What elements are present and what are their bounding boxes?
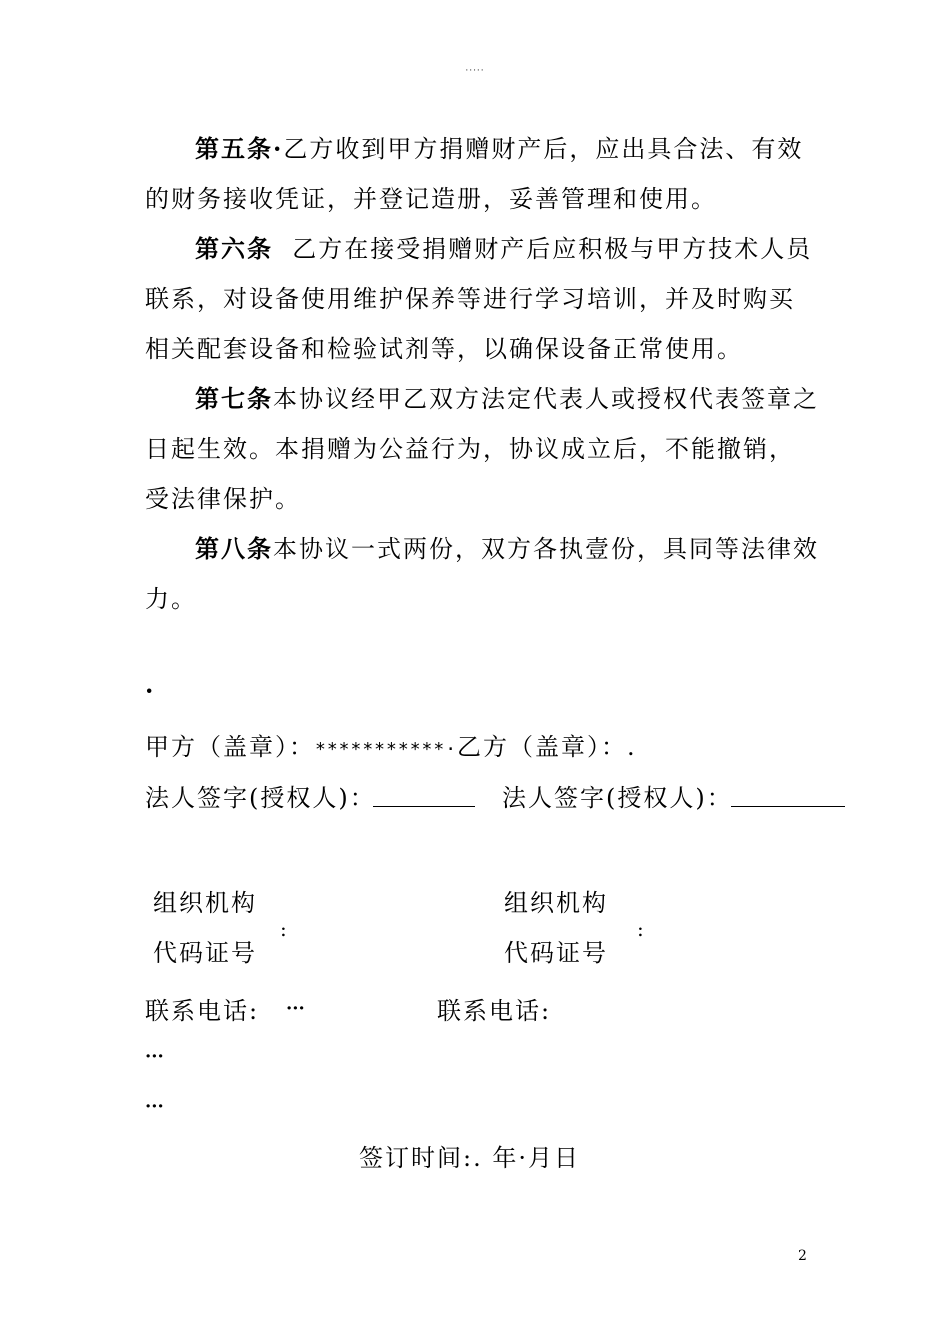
org-b-line-1: 组织机构 <box>504 889 608 917</box>
org-b-colon: : <box>637 917 646 941</box>
legal-a-label: 法人签字(授权人)： <box>145 784 376 812</box>
article-6-line-1: 第六条 乙方在接受捐赠财产后应积极与甲方技术人员 <box>195 234 813 263</box>
page-header: ····· <box>465 66 485 76</box>
legal-b-signature-field[interactable] <box>731 784 845 807</box>
article-8-line-2: 力。 <box>145 585 197 613</box>
separator-dot: · <box>145 676 154 705</box>
ellipsis-line-1: ··· <box>145 1046 164 1067</box>
legal-a-line <box>145 783 376 813</box>
party-line <box>145 732 637 765</box>
org-a-line-1: 组织机构 <box>153 889 257 917</box>
article-6-line-2: 联系，对设备使用维护保养等进行学习培训，并及时购买 <box>145 285 795 313</box>
article-8-line-1: 第八条本协议一式两份，双方各执壹份，具同等法律效 <box>195 534 819 563</box>
phone-b-label: 联系电话: <box>437 997 552 1025</box>
article-7-line-2: 日起生效。本捐赠为公益行为，协议成立后，不能撤销， <box>145 435 795 463</box>
article-7-line-3: 受法律保护。 <box>145 485 301 513</box>
signing-date: 签订时间:. 年·月日 <box>359 1144 580 1172</box>
ellipsis-line-2: ··· <box>145 1096 164 1117</box>
legal-b-label: 法人签字(授权人)： <box>502 784 733 812</box>
phone-a-label: 联系电话: <box>145 997 260 1025</box>
party-a-stars: ***********· <box>315 739 458 760</box>
article-7-line-1: 第七条本协议经甲乙双方法定代表人或授权代表签章之 <box>195 384 819 413</box>
party-a-label: 甲方（盖章）： <box>145 733 315 761</box>
article-5-line-2: 的财务接收凭证，并登记造册，妥善管理和使用。 <box>145 185 717 213</box>
article-5-line-1: 第五条·乙方收到甲方捐赠财产后，应出具合法、有效 <box>195 134 804 163</box>
legal-a-signature-field[interactable] <box>373 784 475 807</box>
party-b-label: 乙方（盖章）：. <box>457 733 637 761</box>
org-a-line-2: 代码证号 <box>153 939 257 967</box>
phone-a-ellipsis: ··· <box>286 998 305 1019</box>
page-number: 2 <box>798 1248 807 1264</box>
org-b-line-2: 代码证号 <box>504 939 608 967</box>
article-6-line-3: 相关配套设备和检验试剂等，以确保设备正常使用。 <box>145 335 743 363</box>
org-a-colon: : <box>280 917 289 941</box>
